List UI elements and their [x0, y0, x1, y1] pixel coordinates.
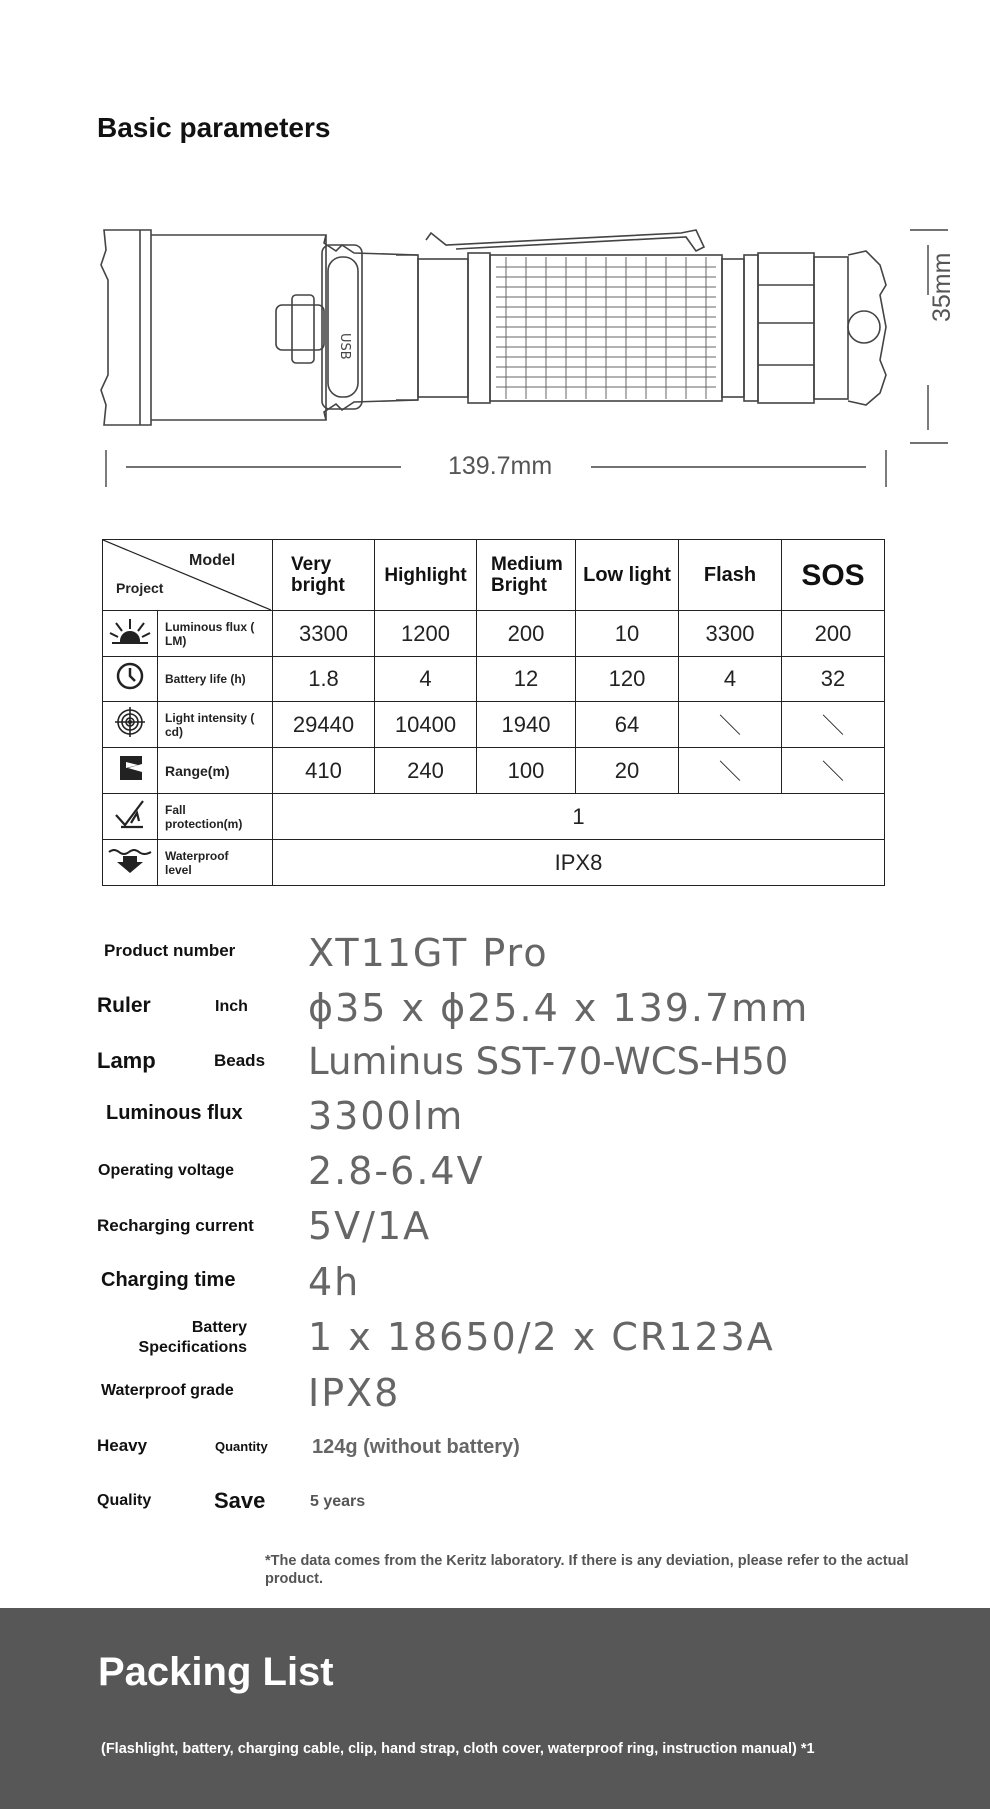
- table-cell: IPX8: [273, 840, 885, 886]
- table-cell: 3300: [273, 611, 375, 657]
- luminous-flux-value: 3300lm: [308, 1094, 465, 1138]
- corner-project-label: Project: [116, 580, 164, 596]
- table-cell: ＼: [679, 748, 782, 794]
- voltage-value: 2.8-6.4V: [308, 1149, 485, 1193]
- table-cell: 3300: [679, 611, 782, 657]
- luminous-flux-icon: [103, 611, 158, 657]
- length-dimension: 139.7mm: [448, 452, 553, 480]
- table-row: [103, 748, 885, 794]
- col-header-flash: Flash: [679, 540, 782, 611]
- row-label-battery-life: Battery life (h): [158, 657, 273, 702]
- table-cell: 20: [576, 748, 679, 794]
- spec-table: [102, 539, 885, 886]
- table-cell: 120: [576, 657, 679, 702]
- table-cell: 200: [782, 611, 885, 657]
- row-label-range: Range(m): [158, 748, 273, 794]
- table-cell: 10: [576, 611, 679, 657]
- waterproof-grade-value: IPX8: [308, 1371, 401, 1415]
- fall-protection-icon: [103, 794, 158, 840]
- table-row: [103, 611, 885, 657]
- warranty-value: 5 years: [310, 1493, 366, 1510]
- table-row: [103, 794, 885, 840]
- table-cell: 200: [477, 611, 576, 657]
- diameter-dimension: 35mm: [928, 252, 956, 322]
- table-cell: ＼: [679, 702, 782, 748]
- luminous-flux-label: Luminous flux: [106, 1102, 243, 1124]
- inch-label: Inch: [215, 998, 248, 1015]
- table-cell: 32: [782, 657, 885, 702]
- current-label: Recharging current: [97, 1216, 254, 1235]
- row-label-fall-protection: Fall protection(m): [158, 794, 273, 840]
- col-header-highlight: Highlight: [375, 540, 477, 611]
- table-cell: 240: [375, 748, 477, 794]
- row-label-light-intensity: Light intensity ( cd): [158, 702, 273, 748]
- charging-time-label: Charging time: [101, 1269, 236, 1291]
- table-cell: 12: [477, 657, 576, 702]
- weight-value: 124g (without battery): [312, 1436, 520, 1458]
- voltage-label: Operating voltage: [98, 1162, 235, 1179]
- svg-text:USB: USB: [337, 333, 352, 360]
- quantity-label: Quantity: [215, 1439, 268, 1454]
- table-cell: 1.8: [273, 657, 375, 702]
- range-icon: [103, 748, 158, 794]
- table-cell: 100: [477, 748, 576, 794]
- table-row: [103, 657, 885, 702]
- clock-icon: [103, 657, 158, 702]
- col-header-medium-bright: Medium Bright: [477, 540, 576, 611]
- table-row: [103, 702, 885, 748]
- packing-list-title: Packing List: [98, 1650, 334, 1694]
- table-corner-cell: [103, 540, 273, 611]
- quality-label: Quality: [97, 1492, 152, 1509]
- lamp-value: Luminus SST-70-WCS-H50: [308, 1040, 789, 1083]
- col-header-very-bright: Very bright: [273, 540, 375, 611]
- battery-value: 1 x 18650/2 x CR123A: [308, 1315, 775, 1359]
- table-cell: 4: [375, 657, 477, 702]
- product-number-label: Product number: [104, 941, 236, 960]
- table-cell: 4: [679, 657, 782, 702]
- table-cell: 64: [576, 702, 679, 748]
- heavy-label: Heavy: [97, 1436, 148, 1455]
- disclaimer-note: *The data comes from the Keritz laboratory. If there is any deviation, please refer to the actual product.: [265, 1553, 909, 1587]
- product-number-value: XT11GT Pro: [308, 931, 549, 975]
- table-cell: 10400: [375, 702, 477, 748]
- current-value: 5V/1A: [308, 1204, 432, 1248]
- col-header-low-light: Low light: [576, 540, 679, 611]
- target-icon: [103, 702, 158, 748]
- table-cell: ＼: [782, 702, 885, 748]
- packing-list-contents: (Flashlight, battery, charging cable, clip, hand strap, cloth cover, waterproof ring, instruction manual) *1: [101, 1741, 815, 1757]
- lamp-label: Lamp: [97, 1048, 156, 1073]
- table-cell: 410: [273, 748, 375, 794]
- battery-label: Battery Specifications: [138, 1319, 247, 1356]
- size-value: ϕ35 x ϕ25.4 x 139.7mm: [308, 986, 810, 1030]
- save-label: Save: [214, 1488, 266, 1513]
- packing-list-section: [0, 1608, 990, 1809]
- col-header-sos: SOS: [782, 540, 885, 611]
- waterproof-icon: [103, 840, 158, 886]
- table-row: [103, 840, 885, 886]
- table-cell: 1200: [375, 611, 477, 657]
- table-cell: ＼: [782, 748, 885, 794]
- section-title: Basic parameters: [97, 112, 331, 143]
- corner-model-label: Model: [189, 552, 236, 569]
- row-label-luminous-flux: Luminous flux ( LM): [158, 611, 273, 657]
- table-cell: 1: [273, 794, 885, 840]
- beads-label: Beads: [214, 1051, 266, 1070]
- row-label-waterproof: Waterproof level: [158, 840, 273, 886]
- table-cell: 29440: [273, 702, 375, 748]
- table-cell: 1940: [477, 702, 576, 748]
- waterproof-grade-label: Waterproof grade: [101, 1382, 234, 1399]
- charging-time-value: 4h: [308, 1260, 361, 1304]
- ruler-label: Ruler: [97, 994, 151, 1017]
